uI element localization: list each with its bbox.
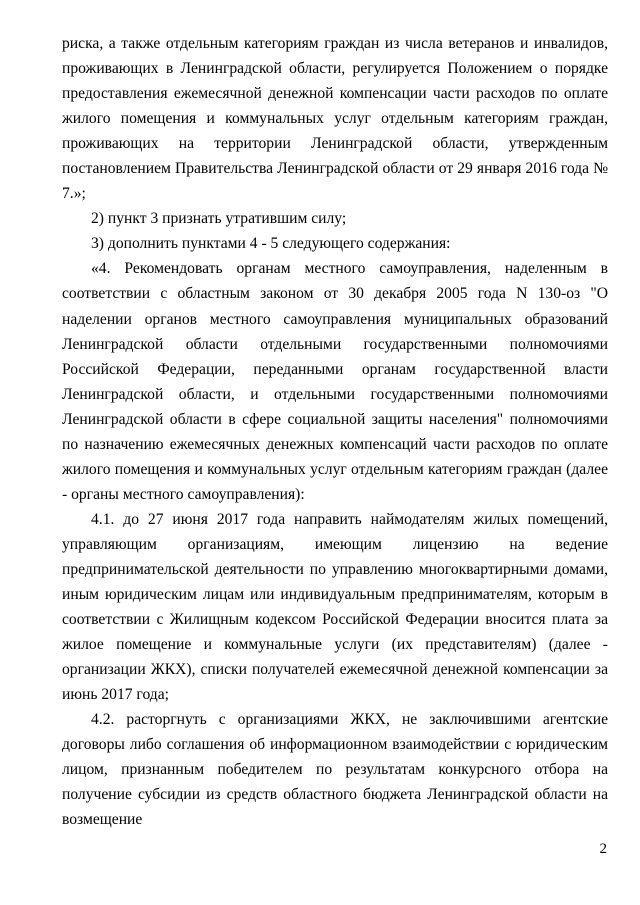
paragraph-item-3: 3) дополнить пунктами 4 - 5 следующего содержания: [91, 235, 451, 253]
document-page [62, 31, 608, 833]
page-number: 2 [599, 841, 607, 857]
paragraph-point-4-1: 4.1. до 27 июня 2017 года направить наймодателям жилых помещений, управляющим организациям, имеющим лицензию на ведение предпринимательской деятельности по управлению многоквартирными домами, иным юридическим лицам или индивидуальным предпринимателям, которым в соответствии с Жилищным кодексом Российской Федерации вносится плата за жилое помещение и коммунальные услуги (их представителям) (далее - организации ЖКХ), списки получателей ежемесячной денежной компенсации за июнь 2017 года; [62, 510, 608, 704]
paragraph-item-2: 2) пункт 3 признать утратившим силу; [91, 210, 347, 228]
paragraph-point-4: «4. Рекомендовать органам местного самоуправления, наделенным в соответствии с областным законом от 30 декабря 2005 года N 130-оз "О наделении органов местного самоуправления муниципальных образований Ленинградской области отдельными государственными полномочиями Российской Федерации, переданными органам государственной власти Ленинградской области, и отдельными государственными полномочиями Ленинградской области в сфере социальной защиты населения" полномочиями по назначению ежемесячных денежных компенсаций части расходов по оплате жилого помещения и коммунальных услуг отдельным категориям граждан (далее - органы местного самоуправления): [62, 260, 608, 503]
paragraph-point-4-2: 4.2. расторгнуть с организациями ЖКХ, не заключившими агентские договоры либо соглашения об информационном взаимодействии с юридическим лицом, признанным победителем по результатам конкурсного отбора на получение субсидии из средств областного бюджета Ленинградской области на возмещение [62, 711, 608, 829]
paragraph-continuation: риска, а также отдельным категориям граждан из числа ветеранов и инвалидов, проживающих в Ленинградской области, регулируется Положением о порядке предоставления ежемесячной денежной компенсации части расходов по оплате жилого помещения и коммунальных услуг отдельным категориям граждан, проживающих на территории Ленинградской области, утвержденным постановлением Правительства Ленинградской области от 29 января 2016 года № 7.»; [62, 35, 608, 203]
